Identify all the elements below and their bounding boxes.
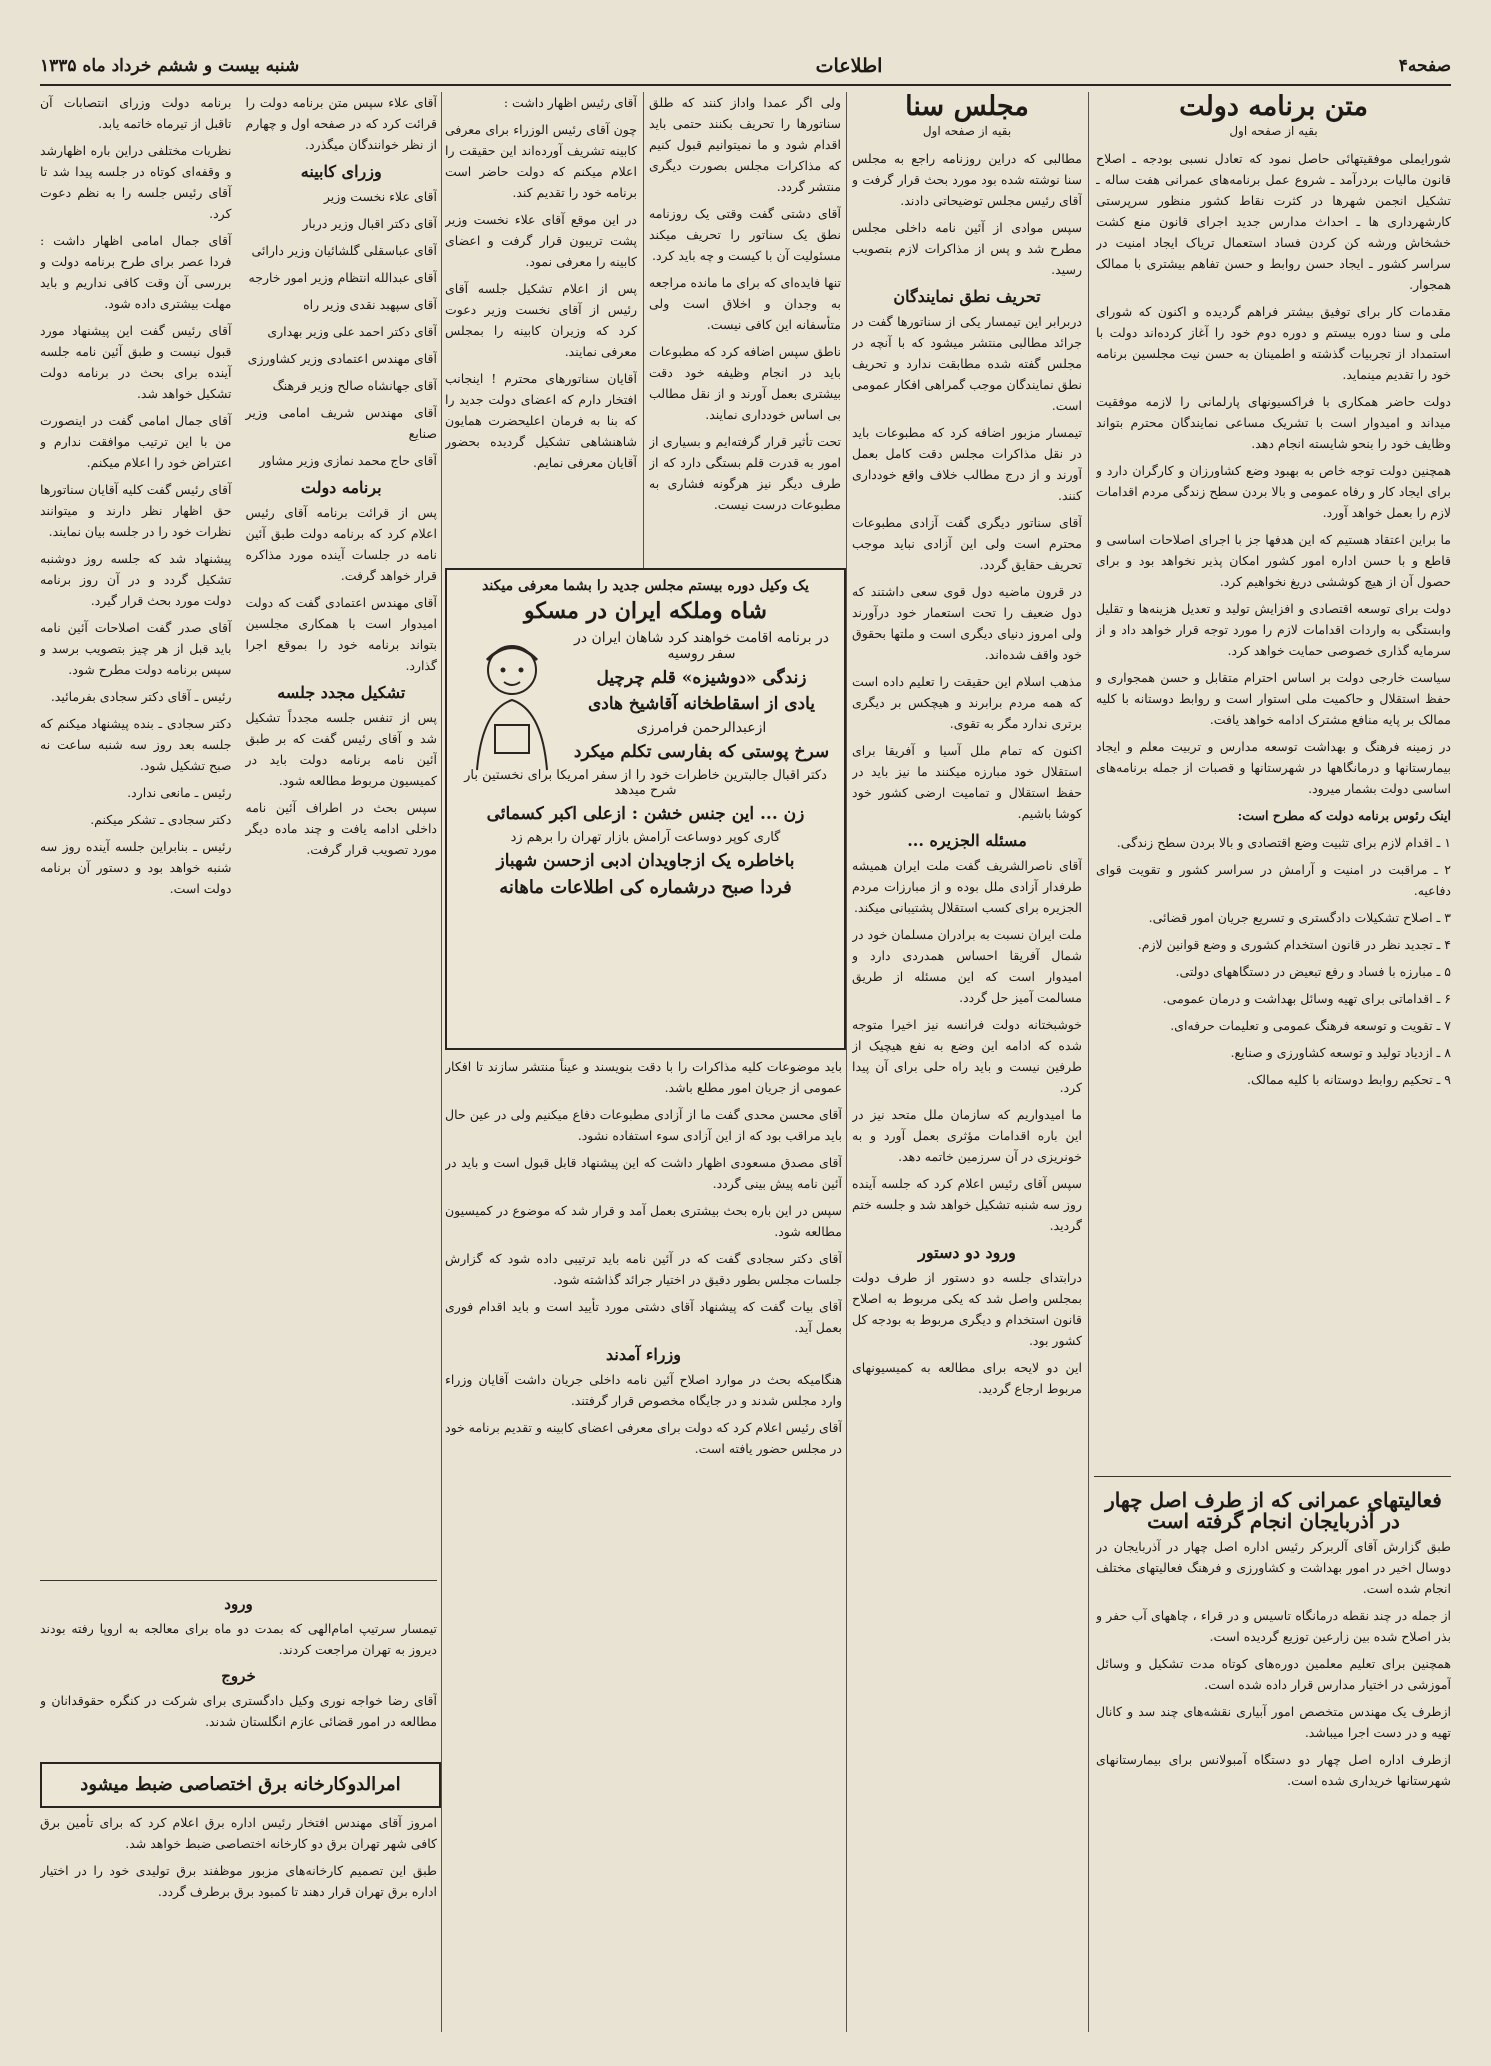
paragraph: همچنین برای تعلیم معلمین دوره‌های کوتاه مدت تشکیل و وسائل آموزشی در اختیار مدارس قرار داده شده است. <box>1096 1656 1451 1692</box>
paragraph: تحت تأثیر قرار گرفته‌ایم و بسیاری از امور به قدرت قلم بستگی دارد که از طرف دیگر نیز هرگونه فشاری به مطبوعات درست نیست. <box>649 434 841 512</box>
paragraph: طبق گزارش آقای آلربرکر رئیس اداره اصل چهار در آذربایجان در دوسال اخیر در امور بهداشت و کشاورزی و فرهنگ فعالیتهای مختلف انجام شده است. <box>1096 1539 1451 1596</box>
article-title: متن برنامه دولت <box>1179 92 1368 122</box>
article-title: مجلس سنا <box>905 92 1029 122</box>
paragraph: آقای رئیس گفت کلیه آقایان سناتورها حق اظهار نظر دارند و میتوانند نظرات خود را در جلسه بیان نمایند. <box>40 482 232 539</box>
minister-entry: آقای مهندس شریف امامی وزیر صنایع <box>245 405 437 441</box>
paragraph: آقای بیات گفت که پیشنهاد آقای دشتی مورد تأیید است و باید اقدام فوری بعمل آید. <box>445 1299 842 1335</box>
ad-line: یک وکیل دوره بیستم مجلس جدید را بشما معرفی میکند <box>482 578 809 594</box>
column-azarbaijan-article <box>1096 1484 1451 2032</box>
minister-entry: آقای علاء نخست وزیر <box>323 189 437 204</box>
arrival-notice: تیمسار سرتیپ امام‌الهی که بمدت دو ماه برای معالجه به اروپا رفته بودند دیروز به تهران مراجعت کردند. <box>40 1621 437 1657</box>
ad-headline: شاه وملکه ایران در مسکو <box>524 598 767 624</box>
column-senate-lower <box>445 1056 842 2032</box>
paragraph: سپس آقای رئیس اعلام کرد که جلسه آینده روز سه شنبه تشکیل خواهد شد و جلسه ختم گردید. <box>852 1176 1082 1233</box>
ad-line: گاری کوپر دوساعت آرامش بازار تهران را برهم زد <box>510 830 781 845</box>
ad-line: سرخ پوستی که بفارسی تکلم میکرد <box>573 742 830 762</box>
section-heading: وزراء آمدند <box>606 1345 681 1364</box>
article-continued: بقیه از صفحه اول <box>922 124 1012 138</box>
column-government-program <box>1096 92 1451 1472</box>
minister-entry: آقای عباسقلی گلشائیان وزیر دارائی <box>251 243 437 258</box>
paragraph: در این موقع آقای علاء نخست وزیر پشت تریبون قرار گرفت و اعضای کابینه را معرفی نمود. <box>445 212 637 269</box>
paragraph: سپس موادی از آئین نامه داخلی مجلس مطرح شد و پس از مذاکرات لازم بتصویب رسید. <box>852 220 1082 277</box>
arrival-heading: ورود <box>224 1595 253 1613</box>
list-item: ۵ ـ مبارزه با فساد و رفع تبعیض در دستگاههای دولتی. <box>1175 964 1451 979</box>
paragraph: مقدمات کار برای توفیق بیشتر فراهم گردیده و اکنون که شورای ملی و سنا دوره بیستم و دوره دوم خود را آغاز کرده‌اند دولت با استمداد از تجربیات گذشته و اطمینان به حسن نیت مجلسین برنامه خود را تقدیم مینماید. <box>1096 304 1451 382</box>
paragraph: سپس در این باره بحث بیشتری بعمل آمد و قرار شد که موضوع در کمیسیون مطالعه شود. <box>445 1203 842 1239</box>
paragraph: دولت حاضر همکاری با فراکسیونهای پارلمانی را لازمه موفقیت میداند و امیدوار است با تشریک مساعی نمایندگان محترم بتواند وظایف خود را بنحو شایسته انجام دهد. <box>1096 394 1451 451</box>
list-item: ۷ ـ تقویت و توسعه فرهنگ عمومی و تعلیمات حرفه‌ای. <box>1170 1018 1451 1033</box>
departure-notice: آقای رضا خواجه نوری وکیل دادگستری برای شرکت در کنگره حقوقدانان و مطالعه در امور قضائی عازم انگلستان شدند. <box>40 1693 437 1729</box>
paragraph: برنامه دولت وزرای انتصابات آن تاقبل از تیرماه خاتمه یابد. <box>40 95 232 131</box>
paragraph: ما امیدواریم که سازمان ملل متحد نیز در این باره اقدامات مؤثری بعمل آورد و به خونریزی در آن سرزمین خاتمه دهد. <box>852 1107 1082 1164</box>
ad-line: در برنامه اقامت خواهند کرد شاهان ایران در سفر روسیه <box>574 630 829 662</box>
paragraph: پس از قرائت برنامه آقای رئیس اعلام کرد که برنامه دولت طبق آئین نامه در جلسات آینده مورد مذاکره قرار خواهد گرفت. <box>245 505 437 583</box>
paragraph: دکتر سجادی ـ تشکر میکنم. <box>90 812 232 827</box>
column-notices <box>40 1588 437 1756</box>
section-heading: تشکیل مجدد جلسه <box>277 683 406 702</box>
column-senate-continued <box>649 92 841 558</box>
paragraph: آقای مصدق مسعودی اظهار داشت که این پیشنهاد قابل قبول است و باید در آئین نامه پیش بینی گردد. <box>445 1155 842 1191</box>
list-item: ۶ ـ اقداماتی برای تهیه وسائل بهداشت و درمان عمومی. <box>1162 991 1451 1006</box>
column-cabinet <box>445 92 637 558</box>
paragraph: دولت برای توسعه اقتصادی و افزایش تولید و تعدیل هزینه‌ها و تقلیل وابستگی به واردات اقدامات لازم را مورد توجه قرار خواهد داد و از سرمایه گذاری خصوصی حمایت خواهد کرد. <box>1096 601 1451 658</box>
paragraph: آقای دشتی گفت وقتی یک روزنامه نطق یک سناتور را تحریف میکند مسئولیت آن با کیست و چه باید کرد. <box>649 206 841 263</box>
paragraph: باید موضوعات کلیه مذاکرات را با دقت بنویسند و عیناً منتشر سازند تا افکار عمومی از جریان امور مطلع باشد. <box>445 1059 842 1095</box>
paragraph: تیمسار مزبور اضافه کرد که مطبوعات باید در نقل مذاکرات مجلس دقت کامل بعمل آورند و از درج مطالب خلاف واقع خودداری کنند. <box>852 425 1082 503</box>
paragraph: آقای سناتور دیگری گفت آزادی مطبوعات محترم است ولی این آزادی نباید موجب تحریف حقایق گردد. <box>852 515 1082 572</box>
paragraph: آقای صدر گفت اصلاحات آئین نامه باید قبل از هر چیز بتصویب برسد و سپس برنامه دولت مطرح شود. <box>40 620 232 677</box>
paragraph: آقای دکتر سجادی گفت که در آئین نامه باید ترتیبی داده شود که گزارش جلسات مجلس بطور دقیق در اختیار جرائد گذاشته شود. <box>445 1251 842 1287</box>
column-senate-debate <box>40 92 437 1576</box>
paragraph: از جمله در چند نقطه درمانگاه تاسیس و در قراء ، چاههای آب حفر و بذر اصلاح شده بین زارعین توزیع گردیده است. <box>1096 1608 1451 1644</box>
ad-line: زن ... این جنس خشن : ازعلی اکبر کسمائی <box>486 804 805 824</box>
section-heading: برنامه دولت <box>300 478 382 497</box>
paragraph: دکتر سجادی ـ بنده پیشنهاد میکنم که جلسه بعد روز سه شنبه ساعت نه صبح تشکیل شود. <box>40 716 232 773</box>
page-header <box>40 48 1451 86</box>
list-item: ۸ ـ ازدیاد تولید و توسعه کشاورزی و صنایع. <box>1230 1045 1451 1060</box>
paragraph: مذهب اسلام این حقیقت را تعلیم داده است که همه مردم برابرند و هیچکس بر دیگری برتری ندارد مگر به تقوی. <box>852 674 1082 731</box>
minister-entry: آقای دکتر احمد علی وزیر بهداری <box>267 324 437 339</box>
list-heading: اینک رئوس برنامه دولت که مطرح است: <box>1237 808 1451 823</box>
list-item: ۹ ـ تحکیم روابط دوستانه با کلیه ممالک. <box>1246 1072 1451 1087</box>
section-heading: وزرای کابینه <box>300 162 382 181</box>
article-title: فعالیتهای عمرانی که از طرف اصل چهار در آذربایجان انجام گرفته است <box>1105 1488 1442 1533</box>
paragraph: آقای علاء سپس متن برنامه دولت را قرائت کرد که در صفحه اول و چهارم از نظر خوانندگان میگذرد. <box>245 95 437 152</box>
paragraph: شورایملی موفقیتهائی حاصل نمود که تعادل نسبی بودجه ـ اصلاح قانون مالیات بردرآمد ـ شروع عمل برنامه‌های عمرانی هفت ساله ـ تشکیل انجمن شهرها در کثرت نقاط کشور منظور سرپرستی کارشهرداری ها ـ احداث مدارس جدید اجرای قانون منع کشت خشخاش ورشه کن کردن فساد استعمال تریاک ایجاد امنیت در سراسر کشور ـ ایجاد حسن روابط و حسن تفاهم بیشتری با ممالک همجوار. <box>1096 151 1451 292</box>
paragraph: آقای رئیس اظهار داشت : <box>503 95 637 110</box>
minister-entry: آقای مهندس اعتمادی وزیر کشاورزی <box>247 351 437 366</box>
minister-entry: آقای عبدالله انتظام وزیر امور خارجه <box>248 270 437 285</box>
paragraph: رئیس ـ بنابراین جلسه آینده روز سه شنبه خواهد بود و دستور آن برنامه دولت است. <box>40 839 232 896</box>
column-rule <box>441 92 442 2032</box>
paragraph: در زمینه فرهنگ و بهداشت توسعه مدارس و تربیت معلم و ایجاد بیمارستانها و درمانگاهها در شهرستانها و قصبات از جمله برنامه‌های اساسی دولت بشمار میرود. <box>1096 739 1451 796</box>
paragraph: در قرون ماضیه دول قوی سعی داشتند که دول ضعیف را تحت استعمار خود درآورند ولی امروز دنیای دیگری است و ملتها بحقوق خود واقف شده‌اند. <box>852 584 1082 662</box>
paragraph: آقای محسن محدی گفت ما از آزادی مطبوعات دفاع میکنیم ولی در عین حال باید مراقب بود که از این آزادی سوء استفاده نشود. <box>445 1107 842 1143</box>
section-heading: مسئله الجزیره ... <box>907 831 1027 850</box>
paragraph: رئیس ـ آقای دکتر سجادی بفرمائید. <box>50 689 232 704</box>
issue-date: شنبه بیست و ششم خرداد ماه ۱۳۳۵ <box>40 56 300 76</box>
paragraph: امروز آقای مهندس افتخار رئیس اداره برق اعلام کرد که برای تأمین برق کافی شهر تهران برق دو کارخانه اختصاصی ضبط خواهد شد. <box>40 1815 437 1851</box>
paragraph: آقای ناصرالشریف گفت ملت ایران همیشه طرفدار آزادی ملل بوده و از مبارزات مردم الجزیره برای کسب استقلال پشتیبانی میکند. <box>852 858 1082 915</box>
ad-line: دکتر اقبال جالبترین خاطرات خود را از سفر امریکا برای نخستین بار شرح میدهد <box>464 768 827 798</box>
paragraph: ولی اگر عمدا واداز کنند که طلق سناتورها را تحریف بکنند حتمی باید اقدام شود و ما نمیتوانیم قبول کنیم که مذاکرات مجلس بصورت دیگری منتشر گردد. <box>649 95 841 194</box>
electricity-headline: امرالدوکارخانه برق اختصاصی ضبط میشود <box>40 1762 441 1808</box>
section-rule <box>1094 1476 1451 1477</box>
departure-heading: خروج <box>221 1667 256 1685</box>
column-rule <box>846 92 847 2032</box>
paragraph: آقای مهندس اعتمادی گفت که دولت امیدوار است با همکاری مجلسین بتواند برنامه خود را بموقع اجرا گذارد. <box>245 595 437 673</box>
minister-entry: آقای دکتر اقبال وزیر دربار <box>302 216 437 231</box>
paragraph: نظریات مختلفی دراین باره اظهارشد و وقفه‌ای کوتاه در جلسه پیدا شد تا آقای رئیس جلسه را به نظم دعوت کرد. <box>40 143 232 221</box>
paragraph: آقای جمال امامی گفت در اینصورت من با این ترتیب موافقت ندارم و اعتراض خود را اعلام میکنم. <box>40 413 232 470</box>
ad-line: زندگی «دوشیزه» قلم چرچیل <box>596 668 807 688</box>
list-item: ۱ ـ اقدام لازم برای تثبیت وضع اقتصادی و بالا بردن سطح زندگی. <box>1116 835 1451 850</box>
paragraph: رئیس ـ مانعی ندارد. <box>127 785 232 800</box>
ad-line: باخاطره یک ازجاویدان ادبی ازحسن شهباز <box>496 851 795 871</box>
paragraph: آقای رئیس اعلام کرد که دولت برای معرفی اعضای کابینه و تقدیم برنامه خود در مجلس حضور یافته است. <box>445 1420 842 1456</box>
article-continued: بقیه از صفحه اول <box>1229 124 1318 138</box>
column-senate <box>852 92 1082 2032</box>
list-item: ۳ ـ اصلاح تشکیلات دادگستری و تسریع جریان امور قضائی. <box>1148 910 1451 925</box>
paragraph: ازطرف اداره اصل چهار دو دستگاه آمبولانس برای بیمارستانهای شهرستانها خریداری شده است. <box>1096 1752 1451 1788</box>
paragraph: پس از تنفس جلسه مجدداً تشکیل شد و آقای رئیس گفت که بر طبق آئین نامه برنامه دولت باید در کمیسیون مربوط مطالعه شود. <box>245 710 437 788</box>
paragraph: درابتدای جلسه دو دستور از طرف دولت بمجلس واصل شد که یکی مربوط به اصلاح قانون استخدام و دیگری مربوط به بودجه کل کشور بود. <box>852 1270 1082 1348</box>
ad-portrait-illustration <box>457 630 567 780</box>
ad-footer: فردا صبح درشماره کی اطلاعات ماهانه <box>499 877 792 898</box>
page-number: صفحه۴ <box>1398 56 1451 76</box>
paragraph: آقای جمال امامی اظهار داشت : فردا عصر برای طرح برنامه دولت و بررسی آن وقت کافی نداریم و باید مهلت بیشتری داده شود. <box>40 233 232 311</box>
paragraph: هنگامیکه بحث در موارد اصلاح آئین نامه داخلی جریان داشت آقایان وزراء وارد مجلس شدند و در جایگاه مخصوص قرار گرفتند. <box>445 1372 842 1408</box>
paragraph: تنها فایده‌ای که برای ما مانده مراجعه به وجدان و اخلاق است ولی متأسفانه این کافی نیست. <box>649 275 841 332</box>
paragraph: ناطق سپس اضافه کرد که مطبوعات باید در انجام وظیفه خود دقت بیشتری بعمل آورند و از نقل مطالب بی اساس خودداری نمایند. <box>649 344 841 422</box>
column-electricity-article <box>40 1812 437 2032</box>
paragraph: پیشنهاد شد که جلسه روز دوشنبه تشکیل گردد و در آن روز برنامه دولت مورد بحث قرار گیرد. <box>40 551 232 608</box>
column-rule <box>1088 92 1089 2032</box>
minister-entry: آقای جهانشاه صالح وزیر فرهنگ <box>272 378 437 393</box>
newspaper-name: اطلاعات <box>815 55 883 77</box>
ad-line: یادی از اسقاطخانه آقاشیخ هادی <box>587 694 816 714</box>
paragraph: آقایان سناتورهای محترم ! اینجانب افتخار دارم که اعضای دولت جدید را که بنا به فرمان اعلیحضرت همایون شاهنشاهی تشکیل گردیده بحضور آقایان معرفی نمایم. <box>445 371 637 470</box>
paragraph: دربرابر این تیمسار یکی از سناتورها گفت در جرائد مطالبی منتشر میشود که با آنچه در مجلس گفته شده مطابقت ندارد و تحریف نطق نمایندگان موجب گمراهی افکار عمومی است. <box>852 314 1082 413</box>
ad-line: ازعبدالرحمن فرامرزی <box>636 720 767 736</box>
section-heading: تحریف نطق نمایندگان <box>893 287 1041 306</box>
paragraph: طبق این تصمیم کارخانه‌های مزبور موظفند برق تولیدی خود را در اختیار اداره برق تهران قرار دهند تا کمبود برق برطرف گردد. <box>40 1863 437 1899</box>
list-item: ۲ ـ مراقبت در امنیت و آرامش در سراسر کشور و تقویت قوای دفاعیه. <box>1096 862 1451 898</box>
section-rule <box>40 1580 437 1581</box>
paragraph: سپس بحث در اطراف آئین نامه داخلی ادامه یافت و چند ماده دیگر مورد تصویب قرار گرفت. <box>245 800 437 857</box>
weekly-magazine-ad <box>445 568 846 1050</box>
list-item: ۴ ـ تجدید نظر در قانون استخدام کشوری و وضع قوانین لازم. <box>1137 937 1451 952</box>
minister-entry: آقای سپهبد نقدی وزیر راه <box>303 297 437 312</box>
paragraph: مطالبی که دراین روزنامه راجع به مجلس سنا نوشته شده بود مورد بحث قرار گرفت و آقای رئیس مجلس توضیحاتی دادند. <box>852 151 1082 208</box>
paragraph: پس از اعلام تشکیل جلسه آقای رئیس از آقای نخست وزیر دعوت کرد که وزیران کابینه را بمجلس معرفی نمایند. <box>445 281 637 359</box>
paragraph: اکنون که تمام ملل آسیا و آفریقا برای استقلال خود مبارزه میکنند ما نیز باید در حفظ استقلال و تمامیت ارضی کشور خود کوشا باشیم. <box>852 743 1082 821</box>
minister-entry: آقای حاج محمد نمازی وزیر مشاور <box>259 453 437 468</box>
paragraph: ما براین اعتقاد هستیم که این هدفها جز با اجرای اصلاحات اساسی و قاطع و با حسن اداره امور کشور امکان پذیر نخواهد بود و برای حصول آن از هیچ کوششی دریغ نخواهیم کرد. <box>1096 532 1451 589</box>
paragraph: همچنین دولت توجه خاص به بهبود وضع کشاورزان و کارگران دارد و برای ایجاد کار و رفاه عمومی و بالا بردن سطح زندگی مردم اقدامات لازم را بعمل خواهد آورد. <box>1096 463 1451 520</box>
paragraph: چون آقای رئیس الوزراء برای معرفی کابینه تشریف آورده‌اند این حقیقت را اعلام میکنم که دولت حاضر است برنامه خود را تقدیم کند. <box>445 122 637 200</box>
paragraph: ملت ایران نسبت به برادران مسلمان خود در شمال آفریقا احساس همدردی دارد و امیدوار است که این مسئله از طریق مسالمت آمیز حل گردد. <box>852 927 1082 1005</box>
section-heading: ورود دو دستور <box>918 1243 1016 1262</box>
paragraph: خوشبختانه دولت فرانسه نیز اخیرا متوجه شده که ادامه این وضع به نفع هیچیک از طرفین نیست و باید راه حلی برای آن پیدا کرد. <box>852 1017 1082 1095</box>
paragraph: ازطرف یک مهندس متخصص امور آبیاری نقشه‌های چند سد و کانال تهیه و در دست اجرا میباشد. <box>1096 1704 1451 1740</box>
paragraph: این دو لایحه برای مطالعه به کمیسیونهای مربوط ارجاع گردید. <box>852 1360 1082 1396</box>
paragraph: سیاست خارجی دولت بر اساس احترام متقابل و حسن همجواری و حفظ استقلال و حاکمیت ملی استوار است و روابط دوستانه با کلیه ممالک بر پایه منافع مشترک ادامه خواهد یافت. <box>1096 670 1451 727</box>
paragraph: آقای رئیس گفت این پیشنهاد مورد قبول نیست و طبق آئین نامه جلسه آینده برای بحث در برنامه دولت تشکیل خواهد شد. <box>40 323 232 401</box>
